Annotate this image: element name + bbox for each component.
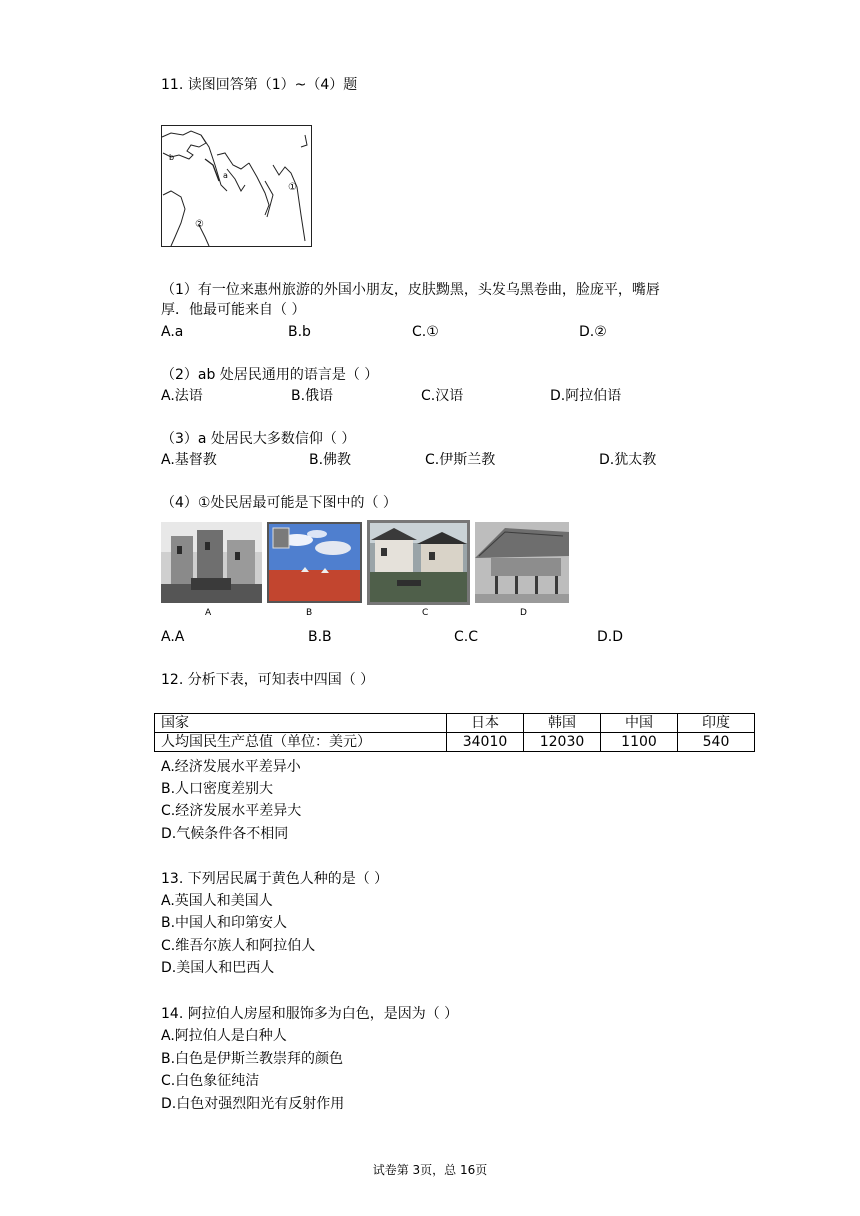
table-row [155, 733, 755, 752]
map-label-1: ① [288, 182, 297, 193]
table-header-cell: 日本 [447, 714, 524, 733]
q13-option-a: A.英国人和美国人 [161, 893, 273, 909]
q14-stem: 14. 阿拉伯人房屋和服饰多为白色，是因为（ ） [161, 1006, 459, 1022]
table-header-cell: 韩国 [524, 714, 601, 733]
q11-sub2-option-d: D.阿拉伯语 [550, 388, 622, 404]
q13-option-d: D.美国人和巴西人 [161, 960, 275, 976]
q14-option-c: C.白色象征纯洁 [161, 1073, 260, 1089]
q12-option-a: A.经济发展水平差异小 [161, 759, 301, 775]
world-map-figure [161, 125, 312, 247]
table-cell: 34010 [447, 733, 524, 752]
gdp-table [154, 713, 755, 752]
q11-sub4-option-c: C.C [454, 629, 479, 645]
q12-option-b: B.人口密度差别大 [161, 781, 274, 797]
photo-a-label: A [205, 608, 212, 618]
q11-sub4-option-d: D.D [597, 629, 624, 645]
q11-sub3-option-b: B.佛教 [309, 452, 352, 468]
q11-sub2-stem: （2）ab 处居民通用的语言是（ ） [161, 367, 379, 383]
q14-option-d: D.白色对强烈阳光有反射作用 [161, 1096, 345, 1112]
q11-sub1-option-d: D.② [579, 324, 607, 340]
page-footer: 试卷第 3页，总 16页 [372, 1163, 488, 1177]
q11-sub2-option-b: B.俄语 [291, 388, 334, 404]
map-label-a: a [223, 171, 228, 180]
q11-sub2-option-c: C.汉语 [421, 388, 464, 404]
q11-sub1-option-c: C.① [412, 324, 439, 340]
q11-sub1-option-b: B.b [288, 324, 311, 340]
q12-option-d: D.气候条件各不相同 [161, 826, 289, 842]
table-cell: 1100 [601, 733, 678, 752]
q11-sub4-option-a: A.A [161, 629, 185, 645]
q11-sub1-option-a: A.a [161, 324, 184, 340]
q12-option-c: C.经济发展水平差异大 [161, 803, 302, 819]
q13-stem: 13. 下列居民属于黄色人种的是（ ） [161, 871, 389, 887]
table-cell: 12030 [524, 733, 601, 752]
table-cell: 540 [678, 733, 755, 752]
q11-sub3-stem: （3）a 处居民大多数信仰（ ） [161, 431, 356, 447]
photo-c-label: C [422, 608, 429, 618]
q11-sub4-option-b: B.B [308, 629, 332, 645]
q11-sub1-line2: 厚．他最可能来自（ ） [161, 302, 306, 318]
photo-d-stilt-house [475, 522, 569, 603]
photo-b-label: B [306, 608, 313, 618]
q12-stem: 12. 分析下表，可知表中四国（ ） [161, 672, 375, 688]
q11-sub4-stem: （4）①处民居最可能是下图中的（ ） [161, 495, 397, 511]
photo-a-mud-houses [161, 522, 262, 603]
q11-stem: 11. 读图回答第（1）~（4）题 [161, 77, 358, 93]
photo-b-grassland-yurts [267, 522, 362, 603]
q13-option-b: B.中国人和印第安人 [161, 915, 288, 931]
q11-sub3-option-d: D.犹太教 [599, 452, 657, 468]
photo-c-water-town [367, 520, 470, 605]
table-header-cell: 国家 [155, 714, 447, 733]
q14-option-a: A.阿拉伯人是白种人 [161, 1028, 287, 1044]
map-label-2: ② [195, 219, 204, 230]
table-cell: 人均国民生产总值（单位：美元） [155, 733, 447, 752]
map-label-b: b [169, 153, 175, 162]
photo-d-label: D [520, 608, 527, 618]
table-header-cell: 印度 [678, 714, 755, 733]
table-header-cell: 中国 [601, 714, 678, 733]
q11-sub2-option-a: A.法语 [161, 388, 203, 404]
table-header-row [155, 714, 755, 733]
q13-option-c: C.维吾尔族人和阿拉伯人 [161, 938, 316, 954]
q11-sub3-option-a: A.基督教 [161, 452, 217, 468]
q14-option-b: B.白色是伊斯兰教崇拜的颜色 [161, 1051, 344, 1067]
q11-sub3-option-c: C.伊斯兰教 [425, 452, 496, 468]
q11-sub1-line1: （1）有一位来惠州旅游的外国小朋友，皮肤黝黑，头发乌黑卷曲，脸庞平，嘴唇 [161, 282, 660, 298]
